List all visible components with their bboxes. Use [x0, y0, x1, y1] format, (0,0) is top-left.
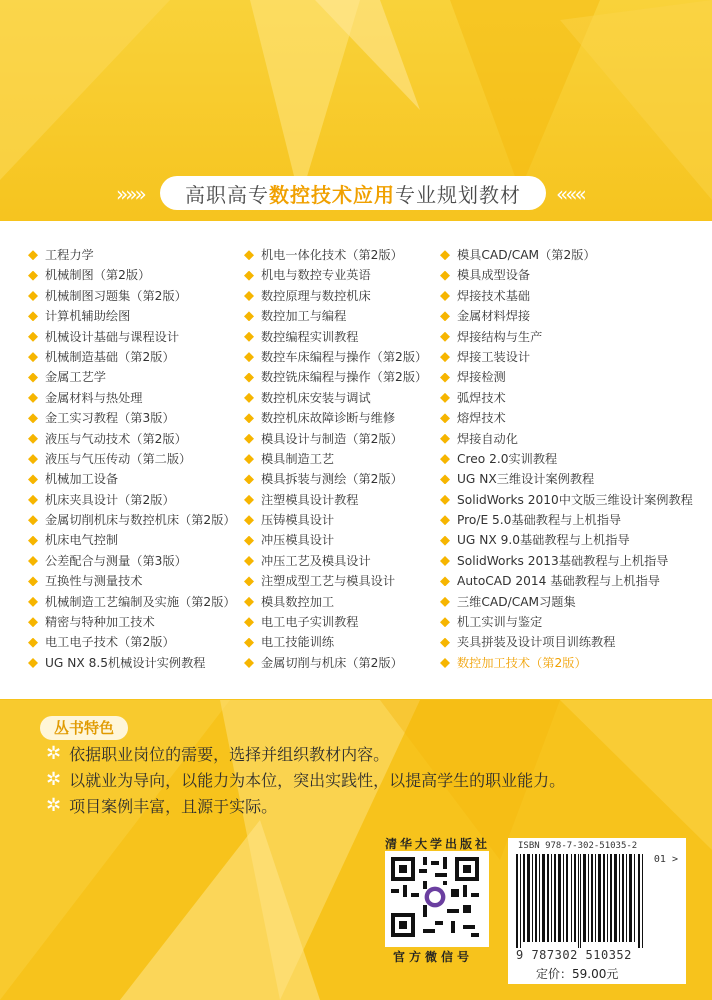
- barcode-graphic: [516, 854, 644, 948]
- book-list-item: [28, 367, 236, 387]
- book-list-item: [28, 408, 236, 428]
- book-title: 金工实习教程（第3版）: [45, 411, 175, 426]
- bullet-icon: [244, 474, 254, 484]
- book-list-item: [440, 571, 693, 591]
- bullet-icon: [244, 311, 254, 321]
- bullet-icon: [440, 352, 450, 362]
- feature-text: 项目案例丰富，且源于实际。: [69, 797, 278, 816]
- book-title: 焊接检测: [457, 370, 506, 385]
- series-banner: [160, 176, 546, 210]
- publisher-name: 清华大学出版社: [385, 837, 491, 851]
- bullet-icon: [28, 617, 38, 627]
- book-list-item: [244, 286, 427, 306]
- bullet-icon: [244, 291, 254, 301]
- bullet-icon: [244, 271, 254, 281]
- book-list-item: [244, 388, 427, 408]
- bullet-icon: [28, 413, 38, 423]
- book-title: 机电一体化技术（第2版）: [261, 248, 403, 262]
- book-title: 模具制造工艺: [261, 451, 335, 466]
- book-title: 工程力学: [45, 248, 94, 262]
- chevrons-right-icon: «««: [556, 182, 584, 206]
- book-title: 机械制造基础（第2版）: [45, 349, 175, 364]
- book-list-item: [440, 327, 693, 347]
- bullet-icon: [244, 576, 254, 586]
- bullet-icon: [244, 332, 254, 342]
- book-list-item: [440, 306, 693, 326]
- book-title: 公差配合与测量（第3版）: [45, 553, 187, 568]
- book-list-item: [28, 571, 236, 591]
- bullet-icon: [440, 311, 450, 321]
- bullet-icon: [440, 515, 450, 525]
- book-list-item: [244, 490, 427, 510]
- book-title: UG NX 9.0基础教程与上机指导: [457, 533, 630, 548]
- book-title: 数控机床故障诊断与维修: [261, 411, 396, 426]
- book-list-item: [244, 367, 427, 387]
- book-list-item: [28, 286, 236, 306]
- book-title: 机械制图习题集（第2版）: [45, 288, 187, 303]
- book-title: 电工电子技术（第2版）: [45, 635, 175, 650]
- book-title: 机床电气控制: [45, 533, 119, 548]
- book-title: 机械制图（第2版）: [45, 268, 151, 283]
- book-list-item: [28, 592, 236, 612]
- book-list-item: [440, 347, 693, 367]
- book-title: 机械设计基础与课程设计: [45, 329, 180, 344]
- qr-caption: 官方微信号: [393, 950, 474, 964]
- star-icon: ✲: [46, 743, 62, 764]
- book-list-item: [440, 245, 693, 265]
- book-title: SolidWorks 2010中文版三维设计案例教程: [457, 492, 693, 507]
- book-title: 电工电子实训教程: [261, 615, 359, 630]
- feature-text: 依据职业岗位的需要，选择并组织教材内容。: [69, 745, 390, 764]
- book-list-item: [244, 449, 427, 469]
- bullet-icon: [28, 393, 38, 403]
- bullet-icon: [244, 352, 254, 362]
- isbn-text: ISBN 978-7-302-51035-2: [518, 841, 638, 851]
- bullet-icon: [244, 658, 254, 668]
- bullet-icon: [440, 271, 450, 281]
- bullet-icon: [28, 474, 38, 484]
- book-list-column-2: [244, 245, 427, 673]
- bullet-icon: [244, 495, 254, 505]
- book-list-item: [244, 469, 427, 489]
- book-list-item: [28, 265, 236, 285]
- book-title: SolidWorks 2013基础教程与上机指导: [457, 553, 669, 568]
- banner-prefix: 高职高专: [185, 182, 269, 207]
- price: 定价：59.00元: [536, 967, 619, 981]
- star-icon: ✲: [46, 769, 62, 790]
- bullet-icon: [28, 576, 38, 586]
- book-title: 机械加工设备: [45, 472, 119, 487]
- book-title: 金属材料焊接: [457, 309, 531, 324]
- book-title: 液压与气动技术（第2版）: [45, 431, 187, 446]
- bullet-icon: [28, 658, 38, 668]
- book-list-item: [28, 632, 236, 652]
- book-title: 金属工艺学: [45, 370, 106, 385]
- book-title: 弧焊技术: [457, 390, 506, 405]
- book-list-item: [440, 265, 693, 285]
- book-title: 模具CAD/CAM（第2版）: [457, 248, 596, 262]
- book-title: 精密与特种加工技术: [45, 615, 155, 630]
- barcode-digits: 9 787302 510352: [516, 948, 632, 962]
- book-title: 机工实训与鉴定: [457, 615, 543, 630]
- book-list-item: [28, 327, 236, 347]
- book-list-item: [28, 388, 236, 408]
- book-list-item: [440, 429, 693, 449]
- bullet-icon: [244, 454, 254, 464]
- star-icon: ✲: [46, 795, 62, 816]
- bullet-icon: [440, 597, 450, 607]
- book-list-item: [440, 286, 693, 306]
- book-title: 计算机辅助绘图: [45, 309, 131, 324]
- bullet-icon: [28, 291, 38, 301]
- book-list-item: [244, 429, 427, 449]
- bullet-icon: [28, 536, 38, 546]
- barcode-addon: 01 >: [653, 854, 678, 865]
- book-list-item: [28, 653, 236, 673]
- bullet-icon: [28, 352, 38, 362]
- book-title: Creo 2.0实训教程: [457, 451, 558, 466]
- book-list-item: [28, 429, 236, 449]
- book-list-item: [440, 449, 693, 469]
- bullet-icon: [28, 332, 38, 342]
- book-list-item: [244, 327, 427, 347]
- book-title: 机电与数控专业英语: [261, 268, 371, 283]
- book-title: 焊接自动化: [457, 431, 518, 446]
- bullet-icon: [244, 373, 254, 383]
- feature-text: 以就业为导向，以能力为本位，突出实践性，以提高学生的职业能力。: [69, 771, 566, 790]
- bullet-icon: [440, 617, 450, 627]
- book-list-item: [28, 245, 236, 265]
- book-list-item: [244, 265, 427, 285]
- book-list-item: [28, 469, 236, 489]
- book-title: UG NX 8.5机械设计实例教程: [45, 655, 206, 670]
- book-title: 模具设计与制造（第2版）: [261, 431, 403, 446]
- book-title: 模具拆装与测绘（第2版）: [261, 472, 403, 487]
- book-title: 注塑模具设计教程: [261, 492, 359, 507]
- bullet-icon: [244, 250, 254, 260]
- book-list-item: [244, 510, 427, 530]
- book-title: Pro/E 5.0基础教程与上机指导: [457, 513, 622, 528]
- book-title: 数控加工与编程: [261, 309, 347, 324]
- book-list-item: [28, 306, 236, 326]
- bullet-icon: [440, 454, 450, 464]
- bullet-icon: [440, 373, 450, 383]
- book-list-item: [28, 551, 236, 571]
- book-list-item: [28, 490, 236, 510]
- book-list-column-3: [440, 245, 693, 673]
- bullet-icon: [28, 271, 38, 281]
- book-title: 冲压模具设计: [261, 533, 335, 548]
- bullet-icon: [440, 474, 450, 484]
- book-title: 数控加工技术（第2版）: [457, 655, 587, 670]
- book-title: 机床夹具设计（第2版）: [45, 492, 175, 507]
- book-title: AutoCAD 2014 基础教程与上机指导: [457, 574, 660, 589]
- bullet-icon: [440, 495, 450, 505]
- bullet-icon: [244, 434, 254, 444]
- bullet-icon: [28, 373, 38, 383]
- book-title: 焊接工装设计: [457, 349, 531, 364]
- bullet-icon: [28, 311, 38, 321]
- book-list-item: [440, 510, 693, 530]
- bullet-icon: [244, 515, 254, 525]
- bullet-icon: [244, 638, 254, 648]
- bullet-icon: [440, 291, 450, 301]
- book-list-item: [244, 245, 427, 265]
- book-list-item: [440, 408, 693, 428]
- book-title: 焊接结构与生产: [457, 329, 543, 344]
- bullet-icon: [440, 536, 450, 546]
- book-list-item: [440, 367, 693, 387]
- book-list-item: [244, 632, 427, 652]
- bullet-icon: [28, 495, 38, 505]
- book-list-item: [244, 347, 427, 367]
- bullet-icon: [440, 393, 450, 403]
- book-list-item: [244, 551, 427, 571]
- bullet-icon: [28, 556, 38, 566]
- bullet-icon: [244, 556, 254, 566]
- book-list-panel: [0, 221, 712, 699]
- isbn-barcode-box: [508, 838, 686, 984]
- chevrons-left-icon: »»»: [116, 182, 144, 206]
- book-list-item: [244, 612, 427, 632]
- book-title: 注塑成型工艺与模具设计: [261, 574, 396, 589]
- book-list-item: [440, 592, 693, 612]
- book-list-item: [28, 347, 236, 367]
- book-title: 数控机床安装与调试: [261, 390, 371, 405]
- book-title: 夹具拼装及设计项目训练教程: [457, 635, 616, 650]
- book-title: 电工技能训练: [261, 635, 335, 650]
- book-title: 模具数控加工: [261, 594, 335, 609]
- book-list-item: [440, 490, 693, 510]
- book-list-item: [244, 653, 427, 673]
- book-list-item: [244, 571, 427, 591]
- book-list-column-1: [28, 245, 236, 673]
- bullet-icon: [28, 515, 38, 525]
- book-title: 冲压工艺及模具设计: [261, 553, 371, 568]
- bullet-icon: [28, 597, 38, 607]
- qr-code[interactable]: [385, 851, 489, 947]
- book-list-item: [440, 551, 693, 571]
- book-list-item: [440, 653, 693, 673]
- book-title: 液压与气压传动（第二版）: [45, 451, 192, 466]
- book-list-item: [28, 449, 236, 469]
- feature-item: [46, 742, 389, 765]
- bullet-icon: [28, 250, 38, 260]
- bullet-icon: [28, 638, 38, 648]
- book-title: 焊接技术基础: [457, 288, 531, 303]
- bullet-icon: [244, 597, 254, 607]
- banner-highlight: 数控技术应用: [269, 182, 395, 207]
- book-title: 金属材料与热处理: [45, 390, 143, 405]
- book-list-item: [28, 510, 236, 530]
- feature-item: [46, 794, 277, 817]
- book-title: 金属切削机床与数控机床（第2版）: [45, 513, 236, 528]
- book-title: 熔焊技术: [457, 411, 506, 426]
- book-title: 数控车床编程与操作（第2版）: [261, 349, 428, 364]
- book-title: 数控铣床编程与操作（第2版）: [261, 370, 428, 385]
- book-list-item: [28, 612, 236, 632]
- bullet-icon: [244, 413, 254, 423]
- bullet-icon: [440, 576, 450, 586]
- book-title: 压铸模具设计: [261, 513, 335, 528]
- book-title: 模具成型设备: [457, 268, 531, 283]
- book-title: 三维CAD/CAM习题集: [457, 594, 576, 609]
- bullet-icon: [440, 332, 450, 342]
- book-list-item: [440, 530, 693, 550]
- book-title: UG NX三维设计案例教程: [457, 472, 595, 487]
- book-list-item: [244, 592, 427, 612]
- book-title: 金属切削与机床（第2版）: [261, 655, 403, 670]
- bullet-icon: [440, 413, 450, 423]
- book-list-item: [440, 388, 693, 408]
- bullet-icon: [440, 556, 450, 566]
- qr-code-graphic: [387, 853, 483, 941]
- book-list-item: [244, 530, 427, 550]
- bullet-icon: [244, 536, 254, 546]
- book-list-item: [244, 408, 427, 428]
- book-list-item: [440, 612, 693, 632]
- bullet-icon: [440, 434, 450, 444]
- book-list-item: [440, 469, 693, 489]
- bullet-icon: [244, 393, 254, 403]
- feature-item: [46, 768, 565, 791]
- features-heading: 丛书特色: [40, 716, 128, 740]
- book-list-item: [244, 306, 427, 326]
- bullet-icon: [440, 638, 450, 648]
- book-title: 机械制造工艺编制及实施（第2版）: [45, 594, 236, 609]
- book-title: 互换性与测量技术: [45, 574, 143, 589]
- bullet-icon: [440, 658, 450, 668]
- bullet-icon: [28, 454, 38, 464]
- bullet-icon: [244, 617, 254, 627]
- banner-suffix: 专业规划教材: [395, 182, 521, 207]
- book-list-item: [440, 632, 693, 652]
- book-title: 数控编程实训教程: [261, 329, 359, 344]
- book-list-item: [28, 530, 236, 550]
- bullet-icon: [440, 250, 450, 260]
- bullet-icon: [28, 434, 38, 444]
- book-title: 数控原理与数控机床: [261, 288, 371, 303]
